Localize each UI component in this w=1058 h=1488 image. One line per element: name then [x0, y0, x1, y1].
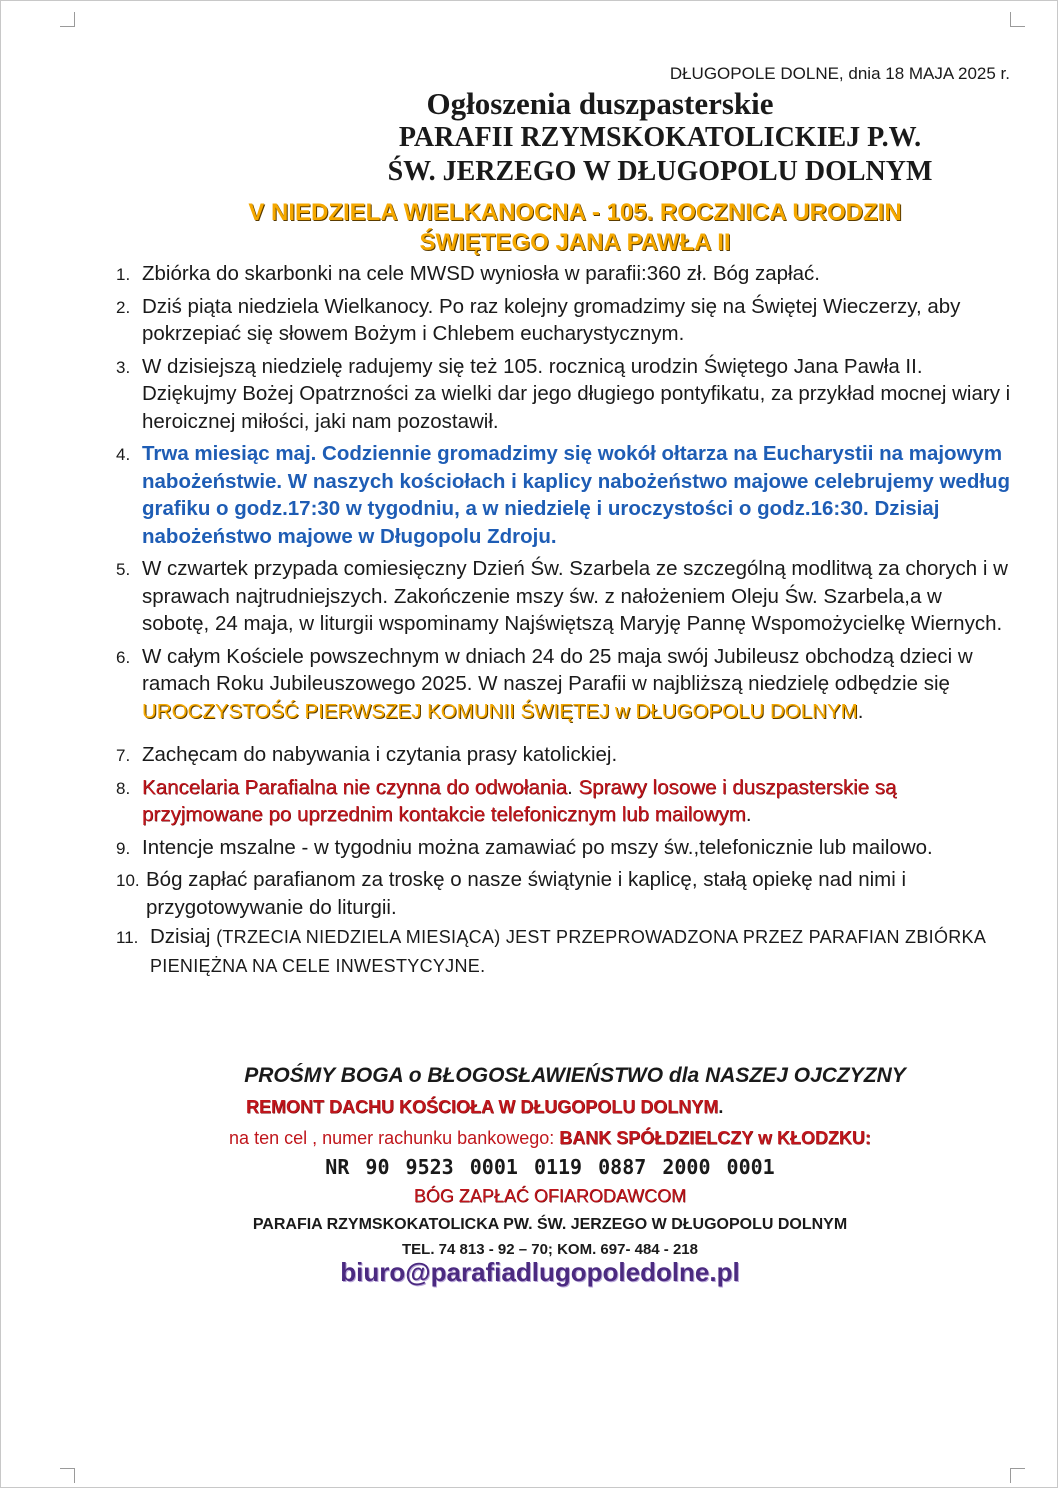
item-text: Zbiórka do skarbonki na cele MWSD wyniosła w parafii:360 zł. Bóg zapłać.: [142, 262, 820, 285]
margin-corner-mark: [60, 1468, 75, 1483]
contact-info-text: Sprawy losowe i duszpasterskie są przyjmowane po uprzednim kontakcie telefonicznym lub mailowym: [142, 775, 897, 826]
list-item[interactable]: [112, 774, 1012, 829]
item-text: Bóg zapłać parafianom za troskę o nasze świątynie i kaplicę, stałą opiekę nad nimi i przygotowywanie do liturgii.: [146, 868, 907, 919]
sunday-heading-line1: V NIEDZIELA WIELKANOCNA - 105. ROCZNICA URODZIN: [248, 199, 902, 226]
list-item[interactable]: [112, 555, 1012, 638]
parish-name-line2: ŚW. JERZEGO W DŁUGOPOLU DOLNYM: [387, 156, 933, 187]
roof-repair-dot: .: [718, 1097, 724, 1117]
margin-corner-mark: [1010, 12, 1025, 27]
office-closed-text: Kancelaria Parafialna nie czynna do odwołania: [142, 775, 568, 799]
item-number: 9.: [116, 838, 131, 858]
item-number: 8.: [116, 778, 131, 798]
item-number: 11.: [116, 928, 139, 947]
list-item[interactable]: [112, 834, 1012, 862]
phone-numbers[interactable]: TEL. 74 813 - 92 – 70; KOM. 697- 484 - 218: [402, 1241, 698, 1258]
item-text: Zachęcam do nabywania i czytania prasy katolickiej.: [142, 743, 618, 766]
list-item[interactable]: [112, 741, 1012, 769]
list-item[interactable]: [112, 440, 1012, 550]
margin-corner-mark: [1010, 1468, 1025, 1483]
sunday-heading-line2: ŚWIĘTEGO JANA PAWŁA II: [419, 229, 731, 256]
item-text: Trwa miesiąc maj. Codziennie gromadzimy się wokół ołtarza na Eucharystii na majowym nabożeństwie. W naszych kościołach i kaplicy nabożeństwo majowe celebrujemy według grafiku o godz.17:30 w tygodniu, a w niedzielę i uroczystości o godz.16:30. Dzisiaj nabożeństwo majowe w Długopolu Zdroju.: [142, 442, 1011, 548]
parish-footer-name: PARAFIA RZYMSKOKATOLICKA PW. ŚW. JERZEGO W DŁUGOPOLU DOLNYM: [252, 1216, 848, 1233]
margin-corner-mark: [60, 12, 75, 27]
item-text: W całym Kościele powszechnym w dniach 24 do 25 maja swój Jubileusz obchodzą dzieci w ramach Roku Jubileuszowego 2025. W naszej Parafii w najbliższą niedzielę odbędzie się: [142, 644, 973, 695]
item-number: 4.: [116, 445, 131, 464]
collection-notice: (TRZECIA NIEDZIELA MIESIĄCA) JEST PRZEPROWADZONA PRZEZ PARAFIAN ZBIÓRKA PIENIĘŻNA NA CELE INWESTYCYJNE.: [150, 927, 986, 976]
list-item[interactable]: [112, 260, 1012, 288]
bank-name: BANK SPÓŁDZIELCZY w KŁODZKU:: [559, 1128, 871, 1148]
item-text: W dzisiejszą niedzielę radujemy się też 105. rocznicą urodzin Świętego Jana Pawła II. Dziękujmy Bożej Opatrzności za wielki dar jego długiego pontyfikatu, za przykład mocnej wiary i heroicznej miłości, jaki nam pozostawił.: [142, 354, 1011, 433]
item-text-sep: .: [567, 775, 579, 799]
list-item[interactable]: [112, 866, 1012, 921]
thanks-donors: BÓG ZAPŁAĆ OFIARODAWCOM: [413, 1186, 687, 1206]
item-number: 6.: [116, 647, 131, 667]
list-item[interactable]: [112, 923, 1012, 980]
roof-repair-text: REMONT DACHU KOŚCIOŁA W DŁUGOPOLU DOLNYM: [246, 1097, 719, 1117]
item-number: 5.: [116, 560, 131, 579]
item-number: 1.: [116, 265, 131, 284]
list-item[interactable]: [112, 353, 1012, 436]
item-text: W czwartek przypada comiesięczny Dzień Św. Szarbela ze szczególną modlitwą za chorych i w sprawach najtrudniejszych. Zakończenie mszy św. z nałożeniem Oleju Św. Szarbela,a w sobotę, 24 maja, w liturgii wspominamy Najświętszą Maryję Pannę Wspomożycielkę Wiernych.: [142, 557, 1008, 635]
document-date: DŁUGOPOLE DOLNE, dnia 18 MAJA 2025 r.: [669, 64, 1010, 83]
page-title: Ogłoszenia duszpasterskie: [426, 86, 774, 121]
bank-account-line: [100, 1128, 1000, 1149]
bank-account-intro: na ten cel , numer rachunku bankowego:: [229, 1128, 560, 1148]
item-text-end: .: [745, 803, 752, 826]
prayer-appeal: PROŚMY BOGA o BŁOGOSŁAWIEŃSTWO dla NASZEJ OJCZYZNY: [244, 1064, 906, 1087]
item-text-end: .: [857, 699, 864, 723]
parish-name-line1: PARAFII RZYMSKOKATOLICKIEJ P.W.: [398, 122, 922, 153]
item-number: 7.: [116, 746, 131, 765]
first-communion-highlight: UROCZYSTOŚĆ PIERWSZEJ KOMUNII ŚWIĘTEJ w DŁUGOPOLU DOLNYM: [142, 699, 858, 723]
sunday-heading: [100, 198, 1050, 258]
item-number: 10.: [116, 871, 140, 890]
item-text: Intencje mszalne - w tygodniu można zamawiać po mszy św.,telefonicznie lub mailowo.: [142, 835, 933, 859]
roof-repair-notice: [246, 1097, 723, 1118]
list-item[interactable]: [112, 293, 1012, 348]
item-number: 2.: [116, 297, 131, 317]
item-number: 3.: [116, 357, 131, 377]
email-link[interactable]: biuro@parafiadlugopoledolne.pl: [340, 1257, 740, 1287]
list-item[interactable]: [112, 643, 1012, 726]
item-text: Dziś piąta niedziela Wielkanocy. Po raz kolejny gromadzimy się na Świętej Wieczerzy, aby pokrzepiać się słowem Bożym i Chlebem eucharystycznym.: [142, 294, 961, 345]
account-number[interactable]: NR 90 9523 0001 0119 0887 2000 0001: [325, 1155, 775, 1179]
announcements-list: [112, 260, 1012, 985]
item-text: Dzisiaj: [150, 925, 217, 948]
